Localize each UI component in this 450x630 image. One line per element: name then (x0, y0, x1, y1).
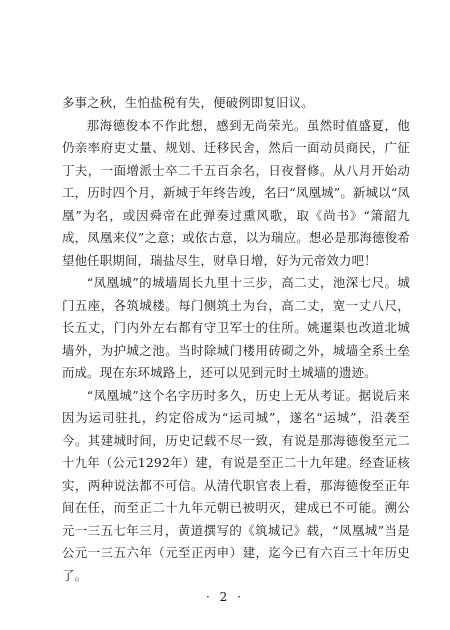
body-text (62, 92, 410, 587)
paragraph-city-construction: 那海德俊本不作此想，感到无尚荣光。虽然时值盛夏，他仍亲率府吏丈量、规划、迁移民舍，然后一面动员商民，广征丁夫，一面增派士卒二千五百余名，日夜督修。从八月开始动工，历时四个月，新城于年终告竣，名曰“凤凰城”。新城以“凤凰”为名，或因舜帝在此弹奏过熏风歌，取《尚书》“箫韶九成，凤凰来仪”之意；或依古意，以为瑞应。想必是那海德俊希望他任职期间，瑞盐尽生，财阜日增，好为元帝效力吧！ (62, 117, 410, 268)
paragraph-continuation: 多事之秋，生怕盐税有失，便破例即复旧议。 (62, 95, 314, 110)
paragraph-city-walls: “凤凰城”的城墙周长九里十三步，高二丈，池深七尺。城门五座，各筑城楼。每门侧筑土为台，高二丈，宽一丈八尺，长五丈，门内外左右都有守卫军士的住所。姚暹渠也改道北城墙外，为护城之池。当时除城门楼用砖砌之外，城墙全系土垒而成。现在东环城路上，还可以见到元时土城墙的遗迹。 (62, 275, 410, 380)
page-number: · 2 · (206, 590, 244, 604)
paragraph-city-name-history: “凤凰城”这个名字历时多久，历史上无从考证。据说后来因为运司驻扎，约定俗成为“运司城”，遂名“运城”，沿袭至今。其建城时间，历史记载不尽一致，有说是那海德俊至元二十九年（公元1292年）建，有说是至正二十九年建。经查证核实，两种说法都不可信。从清代职官表上看，那海德俊至正年间在任，而至正二十九年元朝已被明灭，建成已不可能。溯公元一三五七年三月，黄道撰写的《筑城记》载，“凤凰城”当是公元一三五六年（元至正丙申）建，迄今已有六百三十年历史了。 (62, 387, 410, 583)
